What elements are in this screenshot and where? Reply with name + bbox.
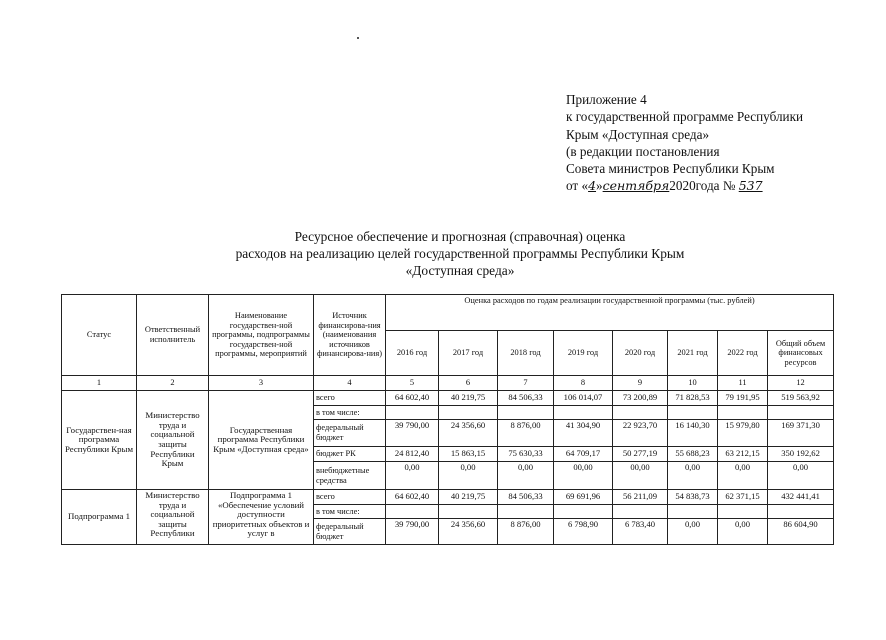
cell-value: 0,00 xyxy=(439,462,498,490)
cell-value: 40 219,75 xyxy=(439,391,498,406)
col-number: 1 xyxy=(62,376,137,391)
scan-speck xyxy=(357,37,359,39)
cell-value: 15 863,15 xyxy=(439,447,498,462)
appendix-line: (в редакции постановления xyxy=(566,143,720,159)
cell-value xyxy=(439,406,498,420)
cell-value xyxy=(554,505,613,519)
cell-value: 40 219,75 xyxy=(439,490,498,505)
resource-table xyxy=(61,294,834,545)
col-number: 11 xyxy=(718,376,768,391)
col-number: 2 xyxy=(137,376,209,391)
header-year: 2019 год xyxy=(554,331,613,376)
row-source: всего xyxy=(314,391,386,406)
cell-value: 24 356,60 xyxy=(439,420,498,447)
cell-value: 0,00 xyxy=(718,462,768,490)
cell-value: 54 838,73 xyxy=(668,490,718,505)
cell-total xyxy=(768,406,834,420)
cell-value: 0,00 xyxy=(498,462,554,490)
handwritten-day: 4 xyxy=(588,178,597,194)
cell-value xyxy=(498,505,554,519)
header-name: Наименование государствен-ной программы, подпрограммы государствен-ной программы, мероприятий xyxy=(209,295,314,376)
row-executor: Министерство труда и социальной защиты Республики xyxy=(137,490,209,545)
date-year-suffix: года № xyxy=(695,178,736,194)
cell-value: 41 304,90 xyxy=(554,420,613,447)
cell-value xyxy=(668,505,718,519)
col-number: 9 xyxy=(613,376,668,391)
row-source: внебюджетные средства xyxy=(314,462,386,490)
col-number: 5 xyxy=(386,376,439,391)
col-number: 7 xyxy=(498,376,554,391)
header-total: Общий объем финансовых ресурсов xyxy=(768,331,834,376)
cell-value xyxy=(386,406,439,420)
cell-value: 22 923,70 xyxy=(613,420,668,447)
cell-value: 8 876,00 xyxy=(498,519,554,545)
row-program-name: Государственная программа Республики Крым «Доступная среда» xyxy=(209,391,314,490)
appendix-line: Крым «Доступная среда» xyxy=(566,126,710,142)
cell-value: 39 790,00 xyxy=(386,420,439,447)
cell-value: 64 709,17 xyxy=(554,447,613,462)
col-number: 10 xyxy=(668,376,718,391)
title-line: «Доступная среда» xyxy=(405,263,515,278)
title-line: Ресурсное обеспечение и прогнозная (справочная) оценка xyxy=(294,229,626,244)
cell-value: 0,00 xyxy=(668,519,718,545)
appendix-line: Совета министров Республики Крым xyxy=(566,161,775,177)
cell-value xyxy=(386,505,439,519)
cell-value: 55 688,23 xyxy=(668,447,718,462)
header-executor: Ответственный исполнитель xyxy=(137,295,209,376)
cell-value: 71 828,53 xyxy=(668,391,718,406)
header-source: Источник финансирова-ния (наименования источников финансирова-ния) xyxy=(314,295,386,376)
col-number: 3 xyxy=(209,376,314,391)
header-status: Статус xyxy=(62,295,137,376)
cell-value xyxy=(718,406,768,420)
header-year: 2016 год xyxy=(386,331,439,376)
cell-value xyxy=(613,505,668,519)
cell-value: 00,00 xyxy=(554,462,613,490)
row-program-name: Подпрограмма 1 «Обеспечение условий доступности приоритетных объектов и услуг в xyxy=(209,490,314,545)
header-year: 2021 год xyxy=(668,331,718,376)
row-source: всего xyxy=(314,490,386,505)
date-prefix: от « xyxy=(566,178,589,194)
cell-value: 0,00 xyxy=(386,462,439,490)
table-row xyxy=(62,391,834,406)
cell-value: 8 876,00 xyxy=(498,420,554,447)
header-year: 2020 год xyxy=(613,331,668,376)
row-source: федеральный бюджет xyxy=(314,420,386,447)
cell-total xyxy=(768,505,834,519)
cell-value: 106 014,07 xyxy=(554,391,613,406)
date-sep: » xyxy=(596,178,603,194)
cell-value: 0,00 xyxy=(718,519,768,545)
column-number-row xyxy=(62,376,834,391)
appendix-date-line xyxy=(566,177,803,194)
cell-value: 6 798,90 xyxy=(554,519,613,545)
header-estimate: Оценка расходов по годам реализации государственной программы (тыс. рублей) xyxy=(386,295,834,331)
header-year: 2018 год xyxy=(498,331,554,376)
cell-value: 56 211,09 xyxy=(613,490,668,505)
cell-value xyxy=(554,406,613,420)
cell-value: 16 140,30 xyxy=(668,420,718,447)
cell-total: 0,00 xyxy=(768,462,834,490)
cell-value: 15 979,80 xyxy=(718,420,768,447)
cell-value: 64 602,40 xyxy=(386,490,439,505)
cell-total: 169 371,30 xyxy=(768,420,834,447)
appendix-block xyxy=(566,91,803,195)
row-status: Государствен-ная программа Республики Крым xyxy=(62,391,137,490)
cell-value xyxy=(439,505,498,519)
handwritten-month: сентября xyxy=(602,178,670,194)
cell-value: 63 212,15 xyxy=(718,447,768,462)
cell-value: 84 506,33 xyxy=(498,490,554,505)
title-line: расходов на реализацию целей государственной программы Республики Крым xyxy=(235,246,685,261)
appendix-line: к государственной программе Республики xyxy=(566,109,804,125)
col-number: 8 xyxy=(554,376,613,391)
cell-value: 64 602,40 xyxy=(386,391,439,406)
cell-value: 24 356,60 xyxy=(439,519,498,545)
row-source: в том числе: xyxy=(314,505,386,519)
cell-value xyxy=(498,406,554,420)
cell-value: 75 630,33 xyxy=(498,447,554,462)
handwritten-number: 537 xyxy=(738,178,763,194)
cell-value: 69 691,96 xyxy=(554,490,613,505)
cell-value: 6 783,40 xyxy=(613,519,668,545)
document-title xyxy=(200,228,720,279)
cell-total: 519 563,92 xyxy=(768,391,834,406)
col-number: 12 xyxy=(768,376,834,391)
header-year: 2022 год xyxy=(718,331,768,376)
cell-value: 0,00 xyxy=(668,462,718,490)
table-row xyxy=(62,490,834,505)
row-source: бюджет РК xyxy=(314,447,386,462)
col-number: 4 xyxy=(314,376,386,391)
cell-total: 86 604,90 xyxy=(768,519,834,545)
row-executor: Министерство труда и социальной защиты Республики Крым xyxy=(137,391,209,490)
row-source: федеральный бюджет xyxy=(314,519,386,545)
cell-value: 00,00 xyxy=(613,462,668,490)
date-year: 2020 xyxy=(669,178,696,194)
cell-total: 432 441,41 xyxy=(768,490,834,505)
cell-value xyxy=(613,406,668,420)
cell-value: 50 277,19 xyxy=(613,447,668,462)
cell-total: 350 192,62 xyxy=(768,447,834,462)
cell-value: 79 191,95 xyxy=(718,391,768,406)
cell-value xyxy=(668,406,718,420)
cell-value: 24 812,40 xyxy=(386,447,439,462)
cell-value: 39 790,00 xyxy=(386,519,439,545)
cell-value: 84 506,33 xyxy=(498,391,554,406)
cell-value: 62 371,15 xyxy=(718,490,768,505)
row-source: в том числе: xyxy=(314,406,386,420)
col-number: 6 xyxy=(439,376,498,391)
cell-value xyxy=(718,505,768,519)
header-year: 2017 год xyxy=(439,331,498,376)
row-status: Подпрограмма 1 xyxy=(62,490,137,545)
appendix-line: Приложение 4 xyxy=(566,92,647,107)
cell-value: 73 200,89 xyxy=(613,391,668,406)
